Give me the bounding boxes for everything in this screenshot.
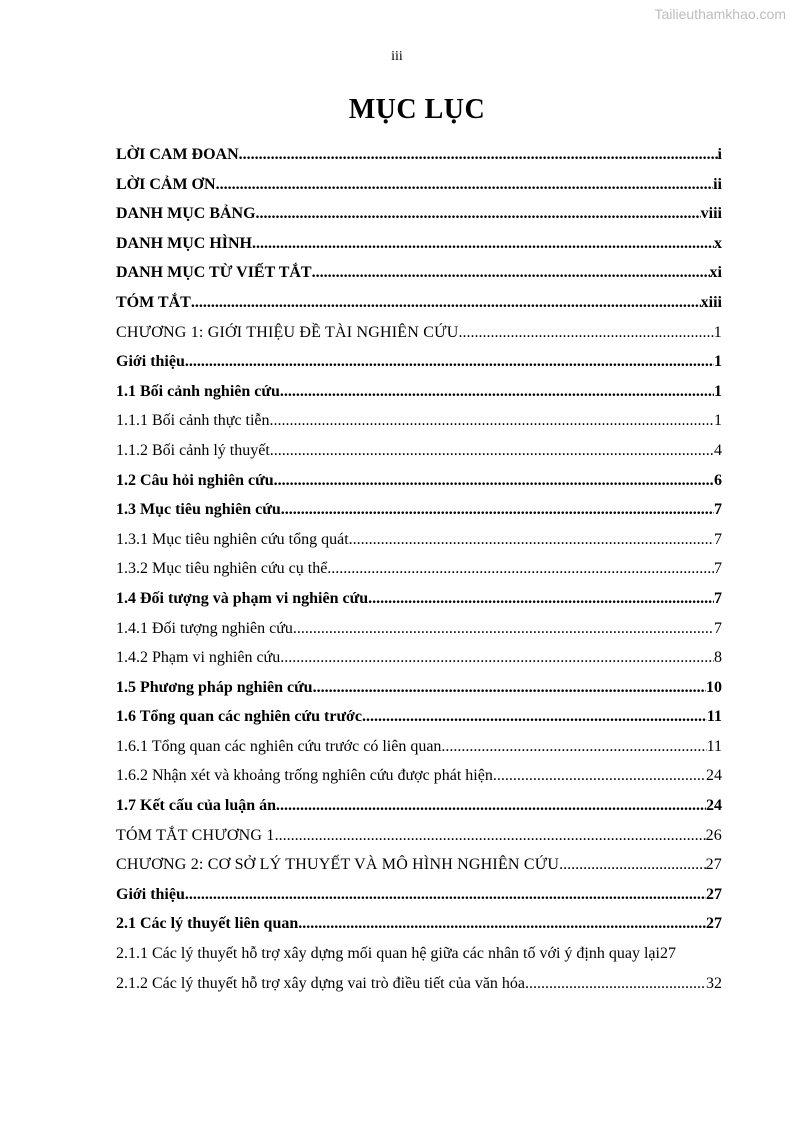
toc-entry[interactable] (116, 614, 722, 644)
toc-entry-title: LỜI CẢM ƠN (116, 175, 216, 193)
toc-dot-leader (368, 584, 714, 614)
toc-entry-page: 11 (706, 708, 722, 726)
toc-entry[interactable] (116, 821, 722, 851)
toc-dot-leader (191, 288, 701, 318)
toc-entry-page: xiii (700, 293, 722, 311)
toc-entry-page: 1 (714, 382, 722, 400)
table-of-contents (116, 140, 722, 998)
toc-entry-page: 7 (714, 530, 722, 548)
watermark: Tailieuthamkhao.com (654, 6, 786, 22)
toc-entry[interactable] (116, 140, 722, 170)
toc-dot-leader (327, 554, 714, 584)
toc-entry[interactable] (116, 229, 722, 259)
toc-entry-title: 2.1.1 Các lý thuyết hỗ trợ xây dựng mối quan hệ giữa các nhân tố với ý định quay lại (116, 945, 660, 963)
toc-entry[interactable] (116, 258, 722, 288)
toc-entry-page: ii (713, 175, 722, 193)
toc-dot-leader (275, 821, 706, 851)
toc-entry-page: 27 (706, 915, 722, 933)
toc-dot-leader (493, 761, 706, 791)
toc-entry[interactable] (116, 702, 722, 732)
toc-dot-leader (239, 140, 718, 170)
toc-dot-leader (270, 406, 714, 436)
toc-entry-title: DANH MỤC BẢNG (116, 205, 256, 223)
toc-entry-title: DANH MỤC TỪ VIẾT TẮT (116, 264, 312, 282)
toc-dot-leader (458, 318, 713, 348)
toc-entry-title: 2.1.2 Các lý thuyết hỗ trợ xây dựng vai trò điều tiết của văn hóa (116, 974, 526, 992)
toc-entry[interactable] (116, 880, 722, 910)
toc-entry[interactable] (116, 288, 722, 318)
toc-entry[interactable] (116, 466, 722, 496)
toc-entry-page: 7 (714, 501, 722, 519)
toc-dot-leader (274, 466, 714, 496)
toc-entry[interactable] (116, 909, 722, 939)
toc-entry-title: Giới thiệu (116, 353, 185, 371)
toc-entry-title: 1.1.1 Bối cảnh thực tiễn (116, 412, 270, 430)
toc-entry[interactable] (116, 406, 722, 436)
toc-entry-page: xi (709, 264, 722, 282)
toc-entry-title: CHƯƠNG 1: GIỚI THIỆU ĐỀ TÀI NGHIÊN CỨU (116, 323, 459, 341)
toc-entry[interactable] (116, 761, 722, 791)
toc-entry-title: 1.3.1 Mục tiêu nghiên cứu tổng quát (116, 530, 349, 548)
toc-entry-title: DANH MỤC HÌNH (116, 234, 252, 252)
toc-entry-page: 8 (714, 649, 722, 667)
toc-entry[interactable] (116, 732, 722, 762)
toc-entry[interactable] (116, 318, 722, 348)
toc-entry-page: 1 (714, 353, 722, 371)
toc-entry-page: 24 (706, 797, 722, 815)
toc-entry[interactable] (116, 525, 722, 555)
toc-entry-title: Giới thiệu (116, 885, 185, 903)
toc-entry[interactable] (116, 673, 722, 703)
page-title: MỤC LỤC (348, 94, 486, 125)
toc-entry-title: 2.1 Các lý thuyết liên quan (116, 915, 299, 933)
toc-dot-leader (349, 525, 714, 555)
toc-entry[interactable] (116, 199, 722, 229)
toc-entry[interactable] (116, 969, 722, 999)
toc-dot-leader (525, 969, 706, 999)
toc-dot-leader (441, 732, 706, 762)
toc-entry-page: 7 (714, 619, 722, 637)
toc-entry-page: viii (700, 205, 722, 223)
toc-entry-page: 1 (713, 323, 722, 341)
toc-dot-leader (298, 909, 706, 939)
toc-entry-title: LỜI CAM ĐOAN (116, 146, 239, 163)
toc-entry-page: 26 (705, 826, 722, 844)
toc-entry[interactable] (116, 170, 722, 200)
toc-dot-leader (276, 791, 706, 821)
toc-dot-leader (313, 673, 706, 703)
toc-entry-title: 1.6.1 Tổng quan các nghiên cứu trước có liên quan (116, 737, 442, 755)
toc-entry-page: 10 (706, 678, 722, 696)
toc-entry[interactable] (116, 377, 722, 407)
toc-entry-page: x (714, 234, 722, 252)
toc-entry-page: 4 (714, 441, 722, 459)
toc-entry-page: 7 (714, 589, 722, 607)
toc-entry[interactable] (116, 554, 722, 584)
toc-entry[interactable] (116, 584, 722, 614)
toc-dot-leader (280, 377, 714, 407)
toc-dot-leader (281, 495, 714, 525)
toc-entry-title: TÓM TẮT CHƯƠNG 1 (116, 826, 275, 844)
toc-entry-title: TÓM TẮT (116, 293, 191, 311)
toc-entry-title: CHƯƠNG 2: CƠ SỞ LÝ THUYẾT VÀ MÔ HÌNH NGHIÊN CỨU (116, 856, 560, 874)
toc-entry-title: 1.7 Kết cấu của luận án (116, 797, 277, 815)
toc-entry[interactable] (116, 791, 722, 821)
toc-entry-page: 7 (714, 560, 722, 578)
toc-entry-title: 1.4.1 Đối tượng nghiên cứu (116, 619, 293, 637)
toc-entry-page: 27 (659, 945, 676, 963)
toc-dot-leader (312, 258, 710, 288)
toc-entry-title: 1.4 Đối tượng và phạm vi nghiên cứu (116, 589, 369, 607)
toc-entry-title: 1.6.2 Nhận xét và khoảng trống nghiên cứu được phát hiện (116, 767, 493, 785)
toc-entry-title: 1.6 Tổng quan các nghiên cứu trước (116, 708, 363, 726)
toc-entry-title: 1.5 Phương pháp nghiên cứu (116, 678, 313, 696)
toc-entry-title: 1.1.2 Bối cảnh lý thuyết (116, 441, 270, 459)
toc-dot-leader (559, 850, 705, 880)
toc-entry-page: i (717, 146, 722, 163)
toc-entry[interactable] (116, 347, 722, 377)
toc-dot-leader (362, 702, 707, 732)
toc-entry-page: 32 (706, 974, 722, 992)
toc-dot-leader (185, 347, 714, 377)
toc-entry[interactable] (116, 939, 722, 969)
page-number: iii (391, 49, 403, 64)
toc-entry-page: 27 (705, 856, 722, 874)
toc-entry-page: 24 (706, 767, 722, 785)
toc-dot-leader (293, 614, 714, 644)
toc-entry[interactable] (116, 643, 722, 673)
toc-entry[interactable] (116, 495, 722, 525)
toc-entry-title: 1.4.2 Phạm vi nghiên cứu (116, 649, 281, 667)
toc-entry-title: 1.3 Mục tiêu nghiên cứu (116, 501, 281, 519)
toc-dot-leader (252, 229, 714, 259)
toc-entry-page: 11 (706, 737, 722, 755)
toc-entry-page: 6 (714, 471, 722, 489)
toc-dot-leader (280, 643, 714, 673)
toc-dot-leader (185, 880, 706, 910)
toc-entry-title: 1.3.2 Mục tiêu nghiên cứu cụ thể (116, 560, 328, 578)
toc-entry-title: 1.1 Bối cảnh nghiên cứu (116, 382, 280, 400)
toc-dot-leader (216, 170, 714, 200)
toc-dot-leader (270, 436, 714, 466)
toc-entry[interactable] (116, 436, 722, 466)
toc-entry-title: 1.2 Câu hỏi nghiên cứu (116, 471, 274, 489)
toc-entry-page: 27 (706, 885, 722, 903)
toc-dot-leader (256, 199, 701, 229)
toc-entry-page: 1 (714, 412, 722, 430)
toc-entry[interactable] (116, 850, 722, 880)
